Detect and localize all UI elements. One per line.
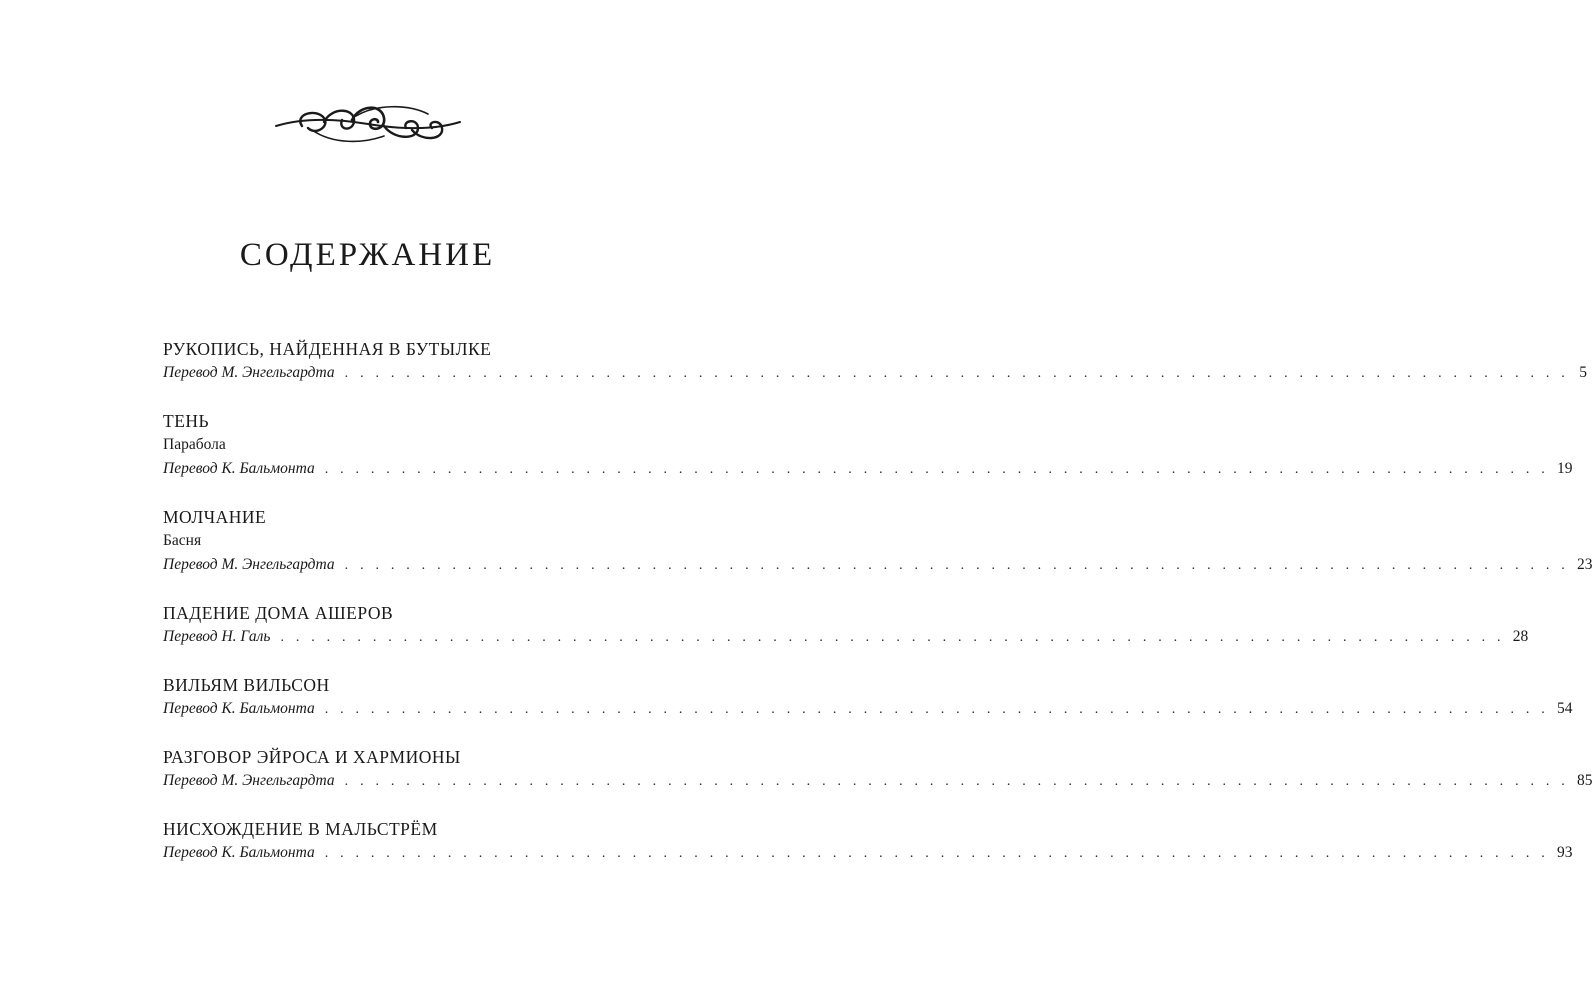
toc-entry-translator: Перевод Н. Галь [163, 628, 271, 645]
toc-entry-page-number: 23 [1576, 556, 1592, 573]
toc-entry-line [163, 553, 1592, 578]
toc-entry [163, 745, 1592, 794]
toc-entry-translator: Перевод М. Энгельгардта [163, 556, 335, 573]
toc-entry-title: МОЛЧАНИЕ [163, 507, 267, 527]
toc-entry [163, 337, 1587, 386]
toc-entry-title: ТЕНЬ [163, 411, 210, 431]
dot-leader: . . . . . . . . . . . . . . . . . . . . . . . . . . . . . . . . . . . . . . . . . . . . . . . . . . . . . . . . . . . . . . . . . . . . . . . . . . . . . . . . [344, 558, 1569, 573]
toc-entry-line [163, 769, 1592, 794]
toc-entry-translator: Перевод К. Бальмонта [163, 844, 315, 861]
toc-entry-line [163, 361, 1587, 386]
toc-entry [163, 601, 1529, 650]
dot-leader: . . . . . . . . . . . . . . . . . . . . . . . . . . . . . . . . . . . . . . . . . . . . . . . . . . . . . . . . . . . . . . . . . . . . . . . . . . . . . . . . [324, 846, 1550, 861]
flourish-ornament-icon [272, 96, 464, 154]
toc-entry-subtitle: Парабола [163, 436, 226, 453]
toc-entry-title: РАЗГОВОР ЭЙРОСА И ХАРМИОНЫ [163, 747, 461, 767]
toc-entry-translator: Перевод М. Энгельгардта [163, 772, 335, 789]
toc-entry-page-number: 28 [1512, 628, 1529, 645]
dot-leader: . . . . . . . . . . . . . . . . . . . . . . . . . . . . . . . . . . . . . . . . . . . . . . . . . . . . . . . . . . . . . . . . . . . . . . . . . . . . . . . . [280, 630, 1505, 645]
toc-entry-page-number: 5 [1579, 364, 1587, 381]
toc-entry-page-number: 54 [1557, 700, 1573, 717]
toc-entry-line [163, 841, 1573, 866]
toc-entry-title: НИСХОЖДЕНИЕ В МАЛЬСТРЁМ [163, 819, 438, 839]
toc-entry [163, 673, 1573, 722]
toc-entry-title: ВИЛЬЯМ ВИЛЬСОН [163, 675, 330, 695]
toc-entry-translator: Перевод М. Энгельгардта [163, 364, 335, 381]
toc-entry-title: РУКОПИСЬ, НАЙДЕННАЯ В БУТЫЛКЕ [163, 339, 492, 359]
toc-entry-page-number: 85 [1576, 772, 1592, 789]
dot-leader: . . . . . . . . . . . . . . . . . . . . . . . . . . . . . . . . . . . . . . . . . . . . . . . . . . . . . . . . . . . . . . . . . . . . . . . . . . . . . . . . [324, 462, 1550, 477]
toc-entry-line [163, 697, 1573, 722]
table-of-contents [163, 337, 1592, 889]
dot-leader: . . . . . . . . . . . . . . . . . . . . . . . . . . . . . . . . . . . . . . . . . . . . . . . . . . . . . . . . . . . . . . . . . . . . . . . . . . . . . . . . [324, 702, 1550, 717]
dot-leader: . . . . . . . . . . . . . . . . . . . . . . . . . . . . . . . . . . . . . . . . . . . . . . . . . . . . . . . . . . . . . . . . . . . . . . . . . . . . . . . . [344, 774, 1569, 789]
page-title: СОДЕРЖАНИЕ [239, 237, 496, 273]
toc-entry-page-number: 19 [1557, 460, 1573, 477]
toc-entry-subtitle: Басня [163, 532, 202, 549]
toc-entry-translator: Перевод К. Бальмонта [163, 700, 315, 717]
toc-entry [163, 817, 1573, 866]
toc-entry [163, 409, 1573, 482]
dot-leader: . . . . . . . . . . . . . . . . . . . . . . . . . . . . . . . . . . . . . . . . . . . . . . . . . . . . . . . . . . . . . . . . . . . . . . . . . . . . . . . . [344, 366, 1569, 381]
toc-entry-line [163, 625, 1529, 650]
toc-entry-title: ПАДЕНИЕ ДОМА АШЕРОВ [163, 603, 394, 623]
toc-entry-translator: Перевод К. Бальмонта [163, 460, 315, 477]
toc-entry [163, 505, 1592, 578]
toc-entry-page-number: 93 [1557, 844, 1573, 861]
toc-entry-line [163, 457, 1573, 482]
